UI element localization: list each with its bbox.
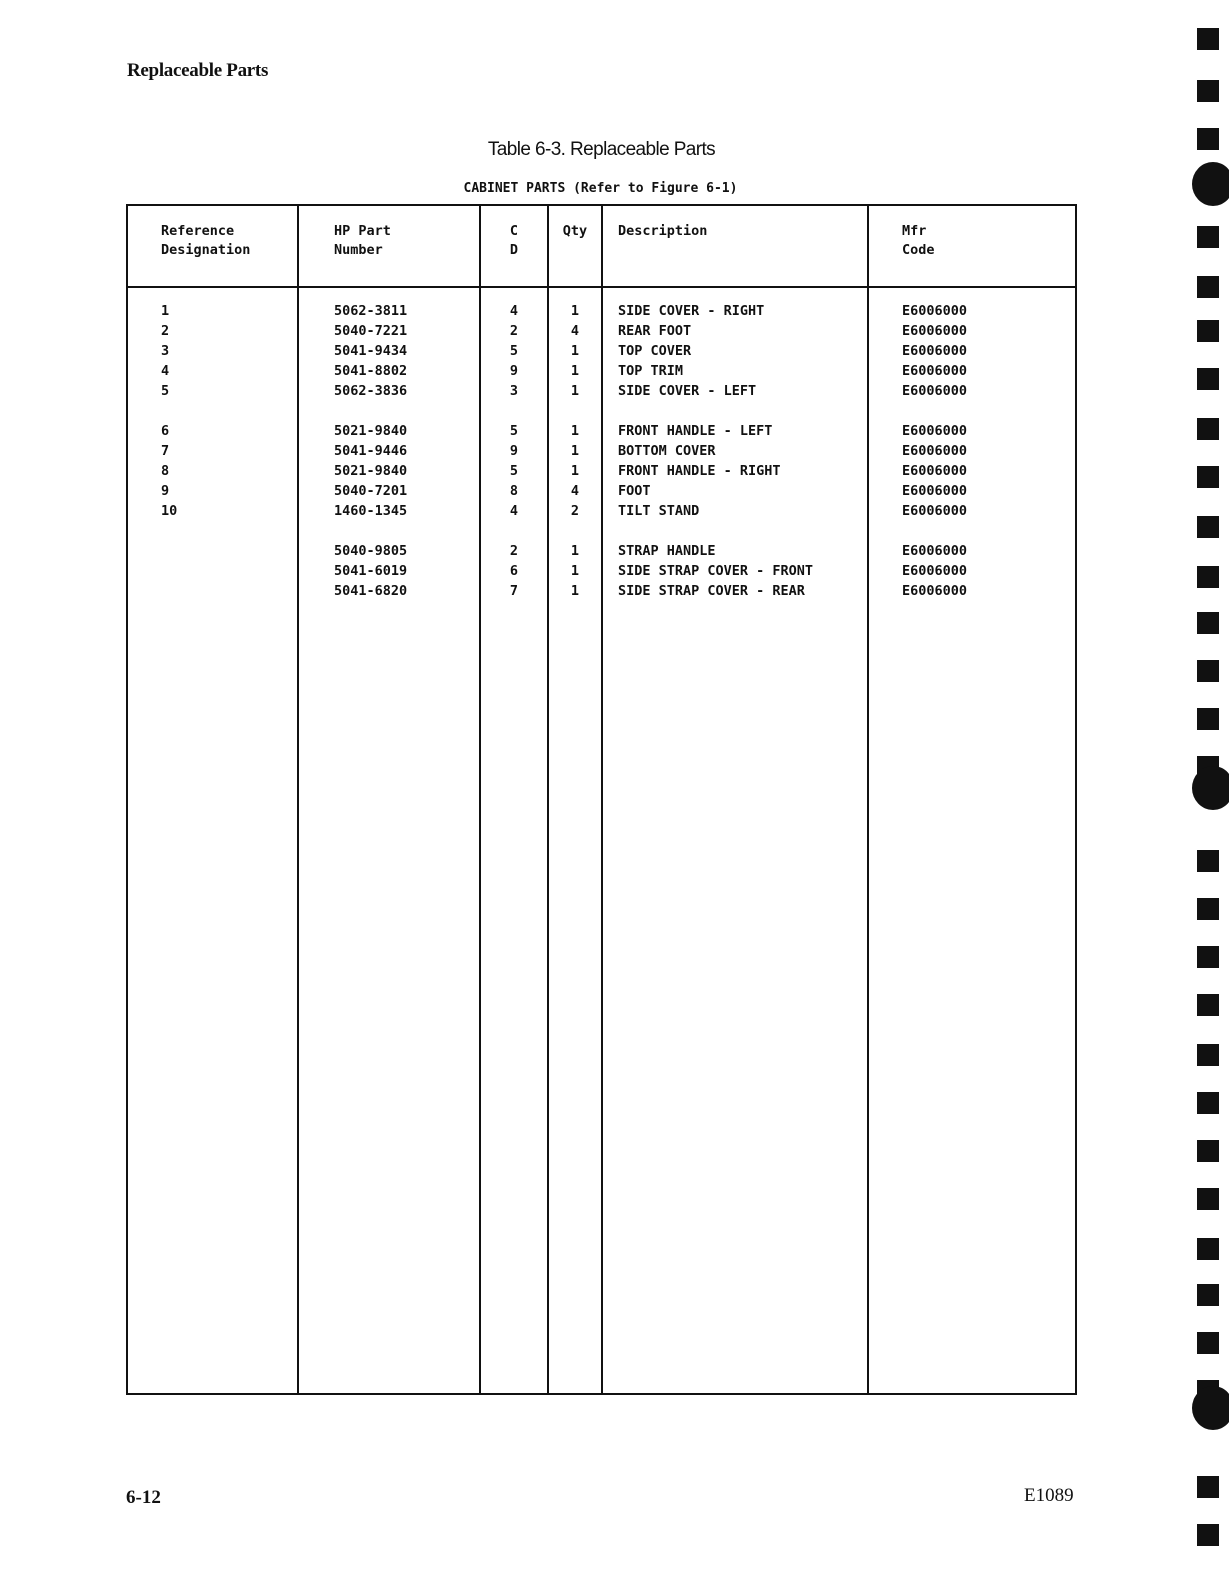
binding-square-mark — [1197, 466, 1219, 488]
cell-mfr-code: E6006000 — [902, 383, 968, 399]
cell-description: SIDE STRAP COVER - REAR — [618, 583, 805, 599]
table-row — [128, 561, 1075, 581]
cell-mfr-code: E6006000 — [902, 463, 968, 479]
cell-description: REAR FOOT — [618, 323, 692, 339]
cell-cd: 2 — [509, 323, 519, 339]
header-cd: C D — [509, 223, 519, 258]
cell-reference: 4 — [161, 363, 170, 379]
cell-cd: 4 — [509, 303, 519, 319]
header-hp-part-number: HP Part Number — [334, 223, 391, 258]
cell-cd: 9 — [509, 363, 519, 379]
binding-square-mark — [1197, 28, 1219, 50]
document-code: E1089 — [1024, 1485, 1074, 1506]
cell-part-number: 5041-6820 — [334, 583, 408, 599]
cell-qty: 1 — [570, 303, 580, 319]
binding-square-mark — [1197, 320, 1219, 342]
binding-square-mark — [1197, 1238, 1219, 1260]
cell-description: STRAP HANDLE — [618, 543, 716, 559]
table-row — [128, 321, 1075, 341]
cell-description: SIDE COVER - RIGHT — [618, 303, 765, 319]
table-title-text: Table 6-3. Replaceable Parts — [487, 139, 716, 160]
cell-mfr-code: E6006000 — [902, 483, 968, 499]
binding-square-mark — [1197, 1140, 1219, 1162]
binding-edge-marks — [1169, 0, 1229, 1584]
cell-description: TOP COVER — [618, 343, 692, 359]
cell-qty: 1 — [570, 543, 580, 559]
cell-qty: 1 — [570, 463, 580, 479]
table-row — [128, 481, 1075, 501]
binding-square-mark — [1197, 276, 1219, 298]
binding-square-mark — [1197, 128, 1219, 150]
cell-qty: 2 — [570, 503, 580, 519]
cell-part-number: 5040-7201 — [334, 483, 408, 499]
table-row — [128, 381, 1075, 401]
cell-qty: 1 — [570, 343, 580, 359]
cell-description: TILT STAND — [618, 503, 700, 519]
binding-square-mark — [1197, 1524, 1219, 1546]
table-subtitle — [0, 181, 1229, 196]
cell-mfr-code: E6006000 — [902, 343, 968, 359]
cell-reference: 5 — [161, 383, 170, 399]
binding-square-mark — [1197, 898, 1219, 920]
binding-square-mark — [1197, 1044, 1219, 1066]
cell-reference: 2 — [161, 323, 170, 339]
binding-square-mark — [1197, 1284, 1219, 1306]
cell-reference: 8 — [161, 463, 170, 479]
cell-mfr-code: E6006000 — [902, 303, 968, 319]
binding-square-mark — [1197, 994, 1219, 1016]
binding-square-mark — [1197, 418, 1219, 440]
cell-part-number: 5062-3811 — [334, 303, 408, 319]
cell-part-number: 5021-9840 — [334, 423, 408, 439]
binding-hole-mark — [1192, 1386, 1229, 1430]
cell-part-number: 5021-9840 — [334, 463, 408, 479]
page-number: 6-12 — [126, 1487, 161, 1508]
table-title — [0, 139, 1229, 161]
cell-reference: 6 — [161, 423, 170, 439]
table-row — [128, 461, 1075, 481]
parts-table — [126, 204, 1077, 1395]
cell-qty: 1 — [570, 443, 580, 459]
table-row — [128, 541, 1075, 561]
cell-cd: 5 — [509, 423, 519, 439]
cell-description: BOTTOM COVER — [618, 443, 716, 459]
cell-description: FRONT HANDLE - RIGHT — [618, 463, 781, 479]
cell-description: FOOT — [618, 483, 651, 499]
cell-mfr-code: E6006000 — [902, 363, 968, 379]
binding-square-mark — [1197, 612, 1219, 634]
cell-reference: 3 — [161, 343, 170, 359]
header-description: Description — [618, 223, 708, 239]
table-subtitle-text: CABINET PARTS (Refer to Figure 6-1) — [463, 181, 738, 196]
cell-qty: 1 — [570, 563, 580, 579]
table-row — [128, 501, 1075, 521]
cell-part-number: 5040-7221 — [334, 323, 408, 339]
table-row — [128, 421, 1075, 441]
table-row — [128, 341, 1075, 361]
binding-square-mark — [1197, 80, 1219, 102]
binding-square-mark — [1197, 566, 1219, 588]
running-head: Replaceable Parts — [127, 60, 269, 81]
table-row — [128, 301, 1075, 321]
cell-part-number: 1460-1345 — [334, 503, 408, 519]
cell-qty: 1 — [570, 423, 580, 439]
binding-square-mark — [1197, 1188, 1219, 1210]
cell-cd: 4 — [509, 503, 519, 519]
header-divider — [128, 286, 1075, 288]
binding-square-mark — [1197, 368, 1219, 390]
cell-qty: 1 — [570, 383, 580, 399]
binding-square-mark — [1197, 850, 1219, 872]
header-mfr-code: Mfr Code — [902, 223, 935, 258]
cell-part-number: 5040-9805 — [334, 543, 408, 559]
cell-description: SIDE STRAP COVER - FRONT — [618, 563, 814, 579]
binding-square-mark — [1197, 946, 1219, 968]
cell-qty: 4 — [570, 483, 580, 499]
binding-square-mark — [1197, 660, 1219, 682]
cell-cd: 3 — [509, 383, 519, 399]
cell-cd: 5 — [509, 343, 519, 359]
table-row — [128, 441, 1075, 461]
cell-reference: 10 — [161, 503, 178, 519]
cell-reference: 9 — [161, 483, 170, 499]
binding-square-mark — [1197, 516, 1219, 538]
cell-mfr-code: E6006000 — [902, 503, 968, 519]
cell-mfr-code: E6006000 — [902, 543, 968, 559]
header-reference-designation: Reference Designation — [161, 223, 251, 258]
cell-part-number: 5041-6019 — [334, 563, 408, 579]
cell-cd: 2 — [509, 543, 519, 559]
cell-mfr-code: E6006000 — [902, 423, 968, 439]
cell-description: FRONT HANDLE - LEFT — [618, 423, 773, 439]
header-qty: Qty — [562, 223, 588, 239]
table-row — [128, 581, 1075, 601]
binding-hole-mark — [1192, 162, 1229, 206]
cell-part-number: 5041-9434 — [334, 343, 408, 359]
cell-cd: 7 — [509, 583, 519, 599]
cell-part-number: 5041-8802 — [334, 363, 408, 379]
cell-cd: 8 — [509, 483, 519, 499]
cell-qty: 1 — [570, 363, 580, 379]
cell-cd: 6 — [509, 563, 519, 579]
cell-mfr-code: E6006000 — [902, 583, 968, 599]
binding-square-mark — [1197, 226, 1219, 248]
binding-square-mark — [1197, 1476, 1219, 1498]
binding-square-mark — [1197, 1332, 1219, 1354]
cell-cd: 9 — [509, 443, 519, 459]
cell-cd: 5 — [509, 463, 519, 479]
cell-part-number: 5062-3836 — [334, 383, 408, 399]
table-row — [128, 361, 1075, 381]
cell-description: TOP TRIM — [618, 363, 684, 379]
cell-reference: 1 — [161, 303, 170, 319]
binding-square-mark — [1197, 1092, 1219, 1114]
cell-part-number: 5041-9446 — [334, 443, 408, 459]
cell-qty: 1 — [570, 583, 580, 599]
cell-mfr-code: E6006000 — [902, 443, 968, 459]
binding-hole-mark — [1192, 766, 1229, 810]
cell-qty: 4 — [570, 323, 580, 339]
cell-mfr-code: E6006000 — [902, 563, 968, 579]
binding-square-mark — [1197, 708, 1219, 730]
cell-reference: 7 — [161, 443, 170, 459]
cell-description: SIDE COVER - LEFT — [618, 383, 757, 399]
cell-mfr-code: E6006000 — [902, 323, 968, 339]
